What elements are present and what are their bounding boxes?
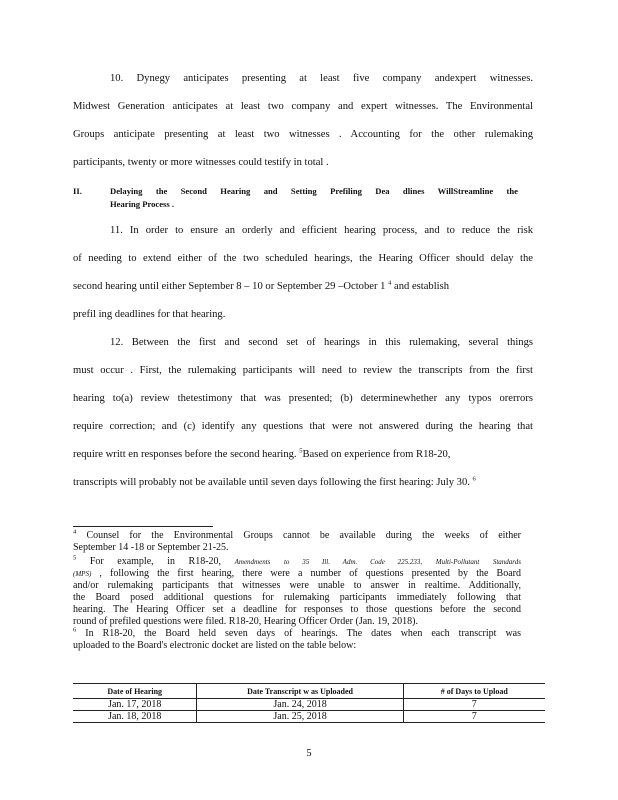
table-header-date-of-hearing: Date of Hearing [73, 684, 197, 699]
paragraph-11-line-3-tail: and establish [394, 281, 450, 292]
paragraph-12-line-6 [73, 476, 533, 489]
paragraph-10-line-1: 10. Dynegy anticipates presenting at least five company andexpert witnesses. [110, 73, 533, 84]
table-cell-days: 7 [403, 711, 545, 723]
section-number: II. [73, 186, 82, 196]
paragraph-11-line-2: of needing to extend either of the two scheduled hearings, the Hearing Officer should delay the [73, 253, 533, 264]
footnote-5-marker: 5 [73, 554, 77, 562]
footnote-6-marker: 6 [73, 626, 77, 634]
paragraph-11-line-3-text: second hearing until either September 8 – 10 or September 29 –October 1 [73, 281, 386, 292]
footnote-5-line-4: the Board posed additional questions for rulemaking participants immediately following that [73, 592, 521, 603]
footnote-5-line-5: hearing. The Hearing Officer set a deadline for responses to those questions before the second [73, 604, 521, 615]
table-cell-days: 7 [403, 699, 545, 711]
footnote-ref-4[interactable]: 4 [388, 279, 392, 287]
footnote-5-line-2 [73, 568, 521, 580]
section-heading-line-2: Hearing Process . [110, 199, 175, 209]
paragraph-11-line-3 [73, 280, 533, 293]
paragraph-12-line-5-tail: Based on experience from R18-20, [302, 449, 451, 460]
footnote-ref-6[interactable]: 6 [472, 475, 476, 483]
paragraph-12-line-5 [73, 448, 533, 461]
footnote-6-text-1: In R18-20, the Board held seven days of hearings. The dates when each transcript was [76, 628, 521, 639]
footnote-ref-5[interactable]: 5 [299, 447, 303, 455]
table-cell-upload-date: Jan. 25, 2018 [197, 711, 403, 723]
footnote-5-title-mps: (MPS) [73, 570, 92, 578]
footnote-6-line-2: uploaded to the Board's electronic docket are listed on the table below: [73, 640, 357, 651]
footnote-5-text-2: , following the first hearing, there were a number of questions presented by the Board [91, 568, 521, 579]
footnote-5-text-a: For example, in R18-20, [76, 556, 222, 567]
paragraph-12-line-3: hearing to(a) review thetestimony that was presented; (b) determinewhether any typos orerrors [73, 393, 533, 404]
table-cell-hearing-date: Jan. 18, 2018 [73, 711, 197, 723]
page-number: 5 [306, 748, 312, 759]
footnote-5-title-multi: Multi-Pollutant [435, 558, 480, 566]
footnote-5-line-3: and/or rulemaking participants that witnesses were unable to answer in realtime. Additionally, [73, 580, 521, 591]
paragraph-11-line-4: prefil ing deadlines for that hearing. [73, 309, 226, 320]
paragraph-10-line-4: participants, twenty or more witnesses could testify in total . [73, 157, 329, 168]
paragraph-12-line-5-text: require writt en responses before the second hearing. [73, 449, 297, 460]
table-row [73, 711, 545, 723]
footnote-separator [73, 526, 213, 527]
paragraph-12-line-4: require correction; and (c) identify any questions that were not answered during the hearing that [73, 421, 533, 432]
footnote-4-line-1 [73, 530, 521, 542]
paragraph-10-line-3: Groups anticipate presenting at least two witnesses . Accounting for the other rulemaking [73, 129, 533, 140]
footnote-5-title-code: to 35 Ill. Adm. Code 225.233, [283, 558, 423, 566]
table-cell-upload-date: Jan. 24, 2018 [197, 699, 403, 711]
footnote-5-title-standards: Standards [492, 558, 521, 566]
footnote-4-line-2: September 14 -18 or September 21-25. [73, 542, 229, 553]
paragraph-11-line-1: 11. In order to ensure an orderly and efficient hearing process, and to reduce the risk [110, 225, 533, 236]
paragraph-12-line-6-text: transcripts will probably not be available until seven days following the first hearing: July 30. [73, 477, 470, 488]
table-row [73, 699, 545, 711]
paragraph-12-line-2: must occur . First, the rulemaking participants will need to review the transcripts from the first [73, 365, 533, 376]
footnote-4-marker: 4 [73, 528, 77, 536]
footnote-6-line-1 [73, 628, 521, 640]
table-header-row [73, 684, 545, 699]
footnote-4-text-1: Counsel for the Environmental Groups cannot be available during the weeks of either [76, 530, 521, 541]
section-heading-line-1: Delaying the Second Hearing and Setting Prefiling Dea dlines WillStreamline the [110, 186, 518, 196]
footnote-5-line-1 [73, 556, 521, 568]
transcript-upload-table [73, 683, 545, 723]
table-header-date-uploaded: Date Transcript w as Uploaded [197, 684, 403, 699]
table-header-days-to-upload: # of Days to Upload [440, 687, 508, 696]
table-cell-hearing-date: Jan. 17, 2018 [73, 699, 197, 711]
footnote-5-line-6: round of prefiled questions were filed. R18-20, Hearing Officer Order (Jan. 19, 2018). [73, 616, 418, 627]
paragraph-10-line-2: Midwest Generation anticipates at least two company and expert witnesses. The Environmental [73, 101, 533, 112]
footnote-5-title-amendments: Amendments [234, 558, 271, 566]
paragraph-12-line-1: 12. Between the first and second set of hearings in this rulemaking, several things [110, 337, 533, 348]
